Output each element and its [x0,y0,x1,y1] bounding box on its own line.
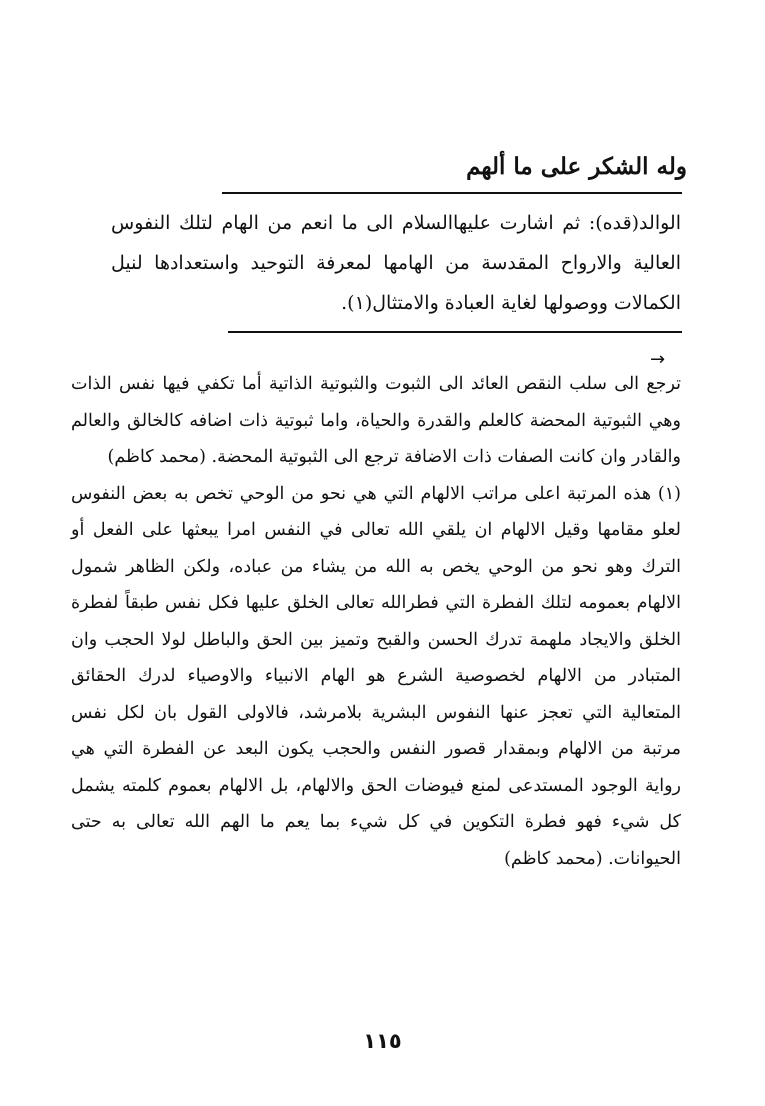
main-text-block [111,203,681,323]
footnotes-block [71,366,681,877]
footnote-1: (١) هذه المرتبة اعلى مراتب الالهام التي هي نحو من الوحي تخص به بعض النفوس لعلو مقامها وقيل الالهام ان يلقي الله تعالى في النفس امرا يبعثها على الفعل أو الترك وهو نحو من الوحي يخص به الله من يشاء من عباده، ولكن الظاهر شمول الالهام بعمومه لتلك الفطرة التي فطرالله تعالى الخلق عليها فكل نفس طبقاً لفطرة الخلق والايجاد ملهمة تدرك الحسن والقبح وتميز بين الحق والباطل لولا الحجب وان المتبادر من الالهام لخصوصية الشرع هو الهام الانبياء والاوصياء لدرك الحقائق المتعالية التي تعجز عنها النفوس البشرية بلامرشد، فالاولى القول بان لكل نفس مرتبة من الالهام وبمقدار قصور النفس والحجب يكون البعد عن الفطرة التي هي رواية الوجود المستدعى لمنع فيوضات الحق والالهام، بل الالهام بعموم كلمته يشمل كل شيء فهو فطرة التكوين في كل شيء بما يعم ما الهم الله تعالى به حتى الحيوانات. (محمد كاظم) [71,483,681,869]
section-heading: وله الشكر على ما ألهم [466,153,687,180]
top-divider [222,192,682,194]
footnote-divider [228,331,682,333]
footnote-continued: ترجع الى سلب النقص العائد الى الثبوت والثبوتية الذاتية أما تكفي فيها نفس الذات وهي الثبوتية المحضة كالعلم والقدرة والحياة، واما ثبوتية ذات اضافه كالخالق والعالم والقادر وان كانت الصفات ذات الاضافة ترجع الى الثبوتية المحضة. (محمد كاظم) [71,374,681,467]
continuation-arrow-icon: → [650,349,666,370]
page-number: ١١٥ [363,1029,402,1053]
main-paragraph: الوالد(قده): ثم اشارت عليهاالسلام الى ما انعم من الهام لتلك النفوس العالية والارواح المقدسة من الهامها لمعرفة التوحيد واستعدادها لنيل الكمالات ووصولها لغاية العبادة والامتثال(١). [111,212,681,314]
